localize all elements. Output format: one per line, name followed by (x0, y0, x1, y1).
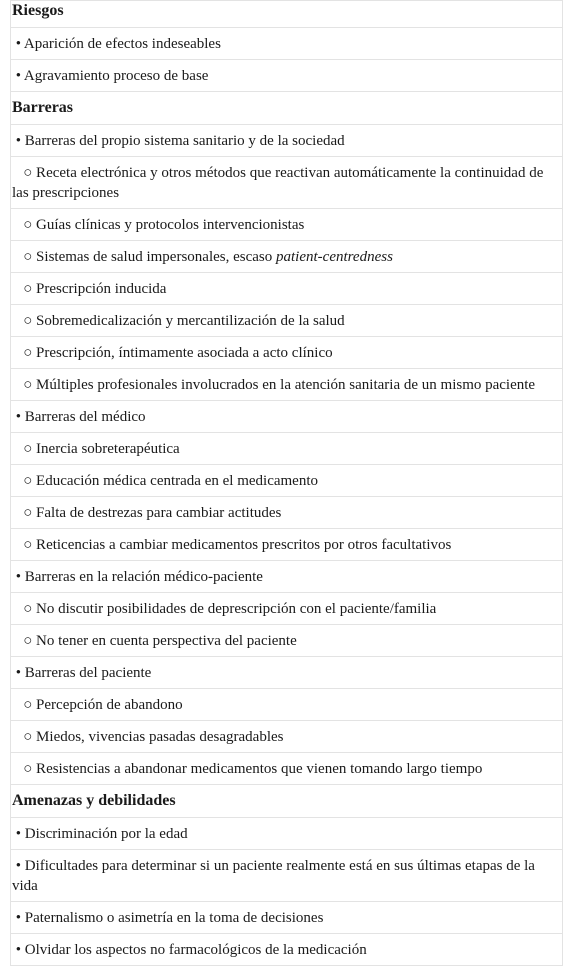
table-row (11, 934, 563, 966)
section-header-cell (11, 1, 563, 28)
table-row (11, 273, 563, 305)
cell-text: ○ Percepción de abandono (12, 697, 183, 713)
table-row (11, 369, 563, 401)
cell-text: ○ Resistencias a abandonar medicamentos que vienen tomando largo tiempo (12, 761, 483, 777)
sub-item-cell (11, 689, 563, 721)
cell-text: ○ Educación médica centrada en el medicamento (12, 473, 318, 489)
cell-text: Barreras (12, 99, 74, 116)
bullet-item-cell (11, 657, 563, 689)
cell-text: ○ Receta electrónica y otros métodos que reactivan automáticamente la continuidad de las prescripciones (12, 165, 548, 201)
table-row (11, 241, 563, 273)
risks-barriers-table (10, 0, 563, 966)
sub-item-cell (11, 433, 563, 465)
bullet-item-cell (11, 934, 563, 966)
bullet-item-cell (11, 818, 563, 850)
table-row (11, 433, 563, 465)
section-header-row (11, 92, 563, 125)
section-header-cell (11, 785, 563, 818)
cell-text: • Barreras del médico (12, 409, 146, 425)
cell-text: Amenazas y debilidades (12, 792, 176, 809)
table-row (11, 125, 563, 157)
section-header-row (11, 1, 563, 28)
section-header-cell (11, 92, 563, 125)
cell-text: ○ No discutir posibilidades de deprescripción con el paciente/familia (12, 601, 437, 617)
sub-item-cell (11, 625, 563, 657)
sub-item-cell (11, 593, 563, 625)
bullet-item-cell (11, 850, 563, 902)
table-row (11, 529, 563, 561)
bullet-item-cell (11, 125, 563, 157)
cell-text: ○ Falta de destrezas para cambiar actitudes (12, 505, 282, 521)
sub-item-cell (11, 241, 563, 273)
table-row (11, 337, 563, 369)
sub-item-cell (11, 721, 563, 753)
table-row (11, 401, 563, 433)
table-row (11, 305, 563, 337)
sub-item-cell (11, 157, 563, 209)
sub-item-cell (11, 273, 563, 305)
table-row (11, 465, 563, 497)
sub-item-cell (11, 465, 563, 497)
section-header-row (11, 785, 563, 818)
table-row (11, 753, 563, 785)
cell-text: Riesgos (12, 2, 64, 19)
cell-text: • Discriminación por la edad (12, 826, 188, 842)
cell-text: ○ Guías clínicas y protocolos intervencionistas (12, 217, 305, 233)
table-row (11, 850, 563, 902)
sub-item-cell (11, 369, 563, 401)
cell-text: ○ Inercia sobreterapéutica (12, 441, 180, 457)
sub-item-cell (11, 497, 563, 529)
cell-text: • Barreras del paciente (12, 665, 152, 681)
table-row (11, 157, 563, 209)
table-row (11, 561, 563, 593)
cell-text: ○ Prescripción inducida (12, 281, 167, 297)
cell-text: ○ Reticencias a cambiar medicamentos prescritos por otros facultativos (12, 537, 452, 553)
sub-item-cell (11, 209, 563, 241)
table-row (11, 818, 563, 850)
cell-text: • Paternalismo o asimetría en la toma de decisiones (12, 910, 324, 926)
table-row (11, 593, 563, 625)
cell-text: ○ No tener en cuenta perspectiva del paciente (12, 633, 297, 649)
cell-text: ○ Prescripción, íntimamente asociada a acto clínico (12, 345, 333, 361)
cell-text: ○ Sobremedicalización y mercantilización de la salud (12, 313, 345, 329)
bullet-item-cell (11, 60, 563, 92)
cell-italic-text: patient-centredness (276, 249, 393, 265)
cell-text: • Barreras en la relación médico-paciente (12, 569, 263, 585)
bullet-item-cell (11, 561, 563, 593)
sub-item-cell (11, 529, 563, 561)
cell-text: ○ Miedos, vivencias pasadas desagradables (12, 729, 284, 745)
table-row (11, 657, 563, 689)
sub-item-cell (11, 753, 563, 785)
cell-text: • Dificultades para determinar si un paciente realmente está en sus últimas etapas de la vida (12, 858, 539, 894)
cell-text: ○ Múltiples profesionales involucrados en la atención sanitaria de un mismo paciente (12, 377, 536, 393)
table-row (11, 60, 563, 92)
sub-item-cell (11, 305, 563, 337)
cell-text: • Olvidar los aspectos no farmacológicos de la medicación (12, 942, 367, 958)
table-row (11, 497, 563, 529)
bullet-item-cell (11, 902, 563, 934)
table-row (11, 721, 563, 753)
bullet-item-cell (11, 28, 563, 60)
table-row (11, 902, 563, 934)
table-row (11, 28, 563, 60)
table-body (11, 1, 563, 966)
table-row (11, 689, 563, 721)
table-row (11, 625, 563, 657)
cell-text: • Barreras del propio sistema sanitario y de la sociedad (12, 133, 345, 149)
sub-item-cell (11, 337, 563, 369)
cell-text: • Aparición de efectos indeseables (12, 36, 221, 52)
bullet-item-cell (11, 401, 563, 433)
cell-text: • Agravamiento proceso de base (12, 68, 209, 84)
table-row (11, 209, 563, 241)
cell-text: ○ Sistemas de salud impersonales, escaso (12, 249, 277, 265)
